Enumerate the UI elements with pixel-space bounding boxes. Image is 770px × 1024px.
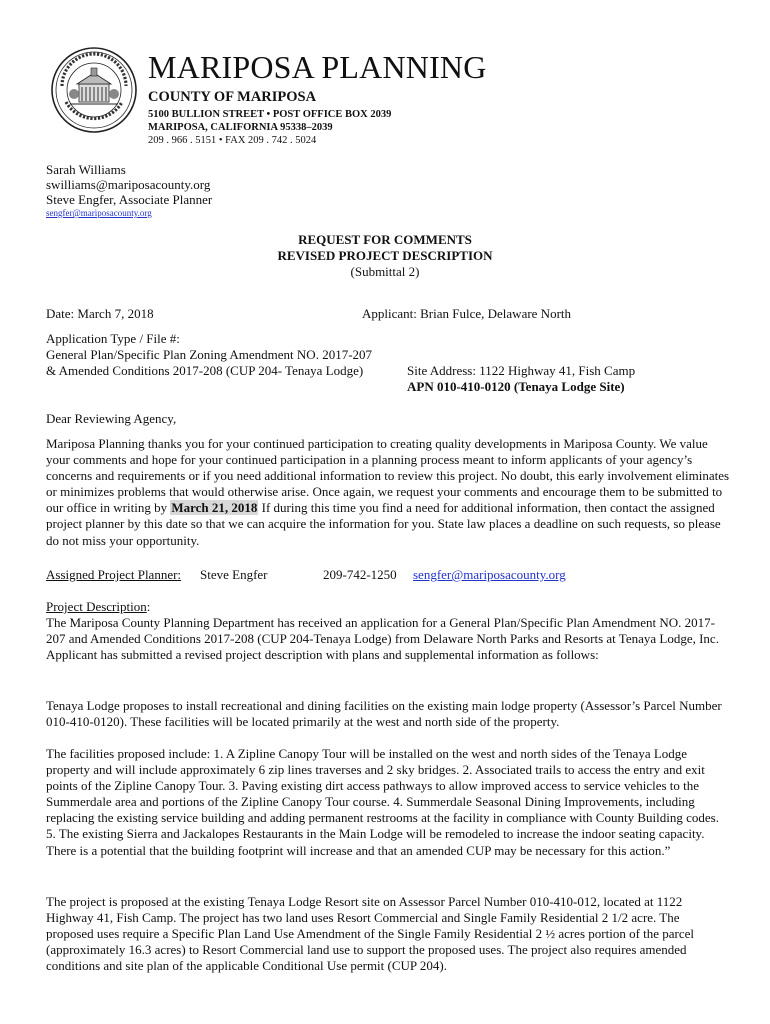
contact-name-2: Steve Engfer, Associate Planner (46, 192, 213, 207)
project-paragraph-3-text: The facilities proposed include: 1. A Zipline Canopy Tour will be installed on the west and north sides of the Tenaya Lodge property and will include approximately 6 zip lines traverses and 2 sky bridges. 2. Associated trails to access the entry and exit points of the Zipline Canopy Tour. 3. Paving existing dirt access pathways to allow improved access to service vehicles to the Summerdale area and portions of the Zipline Canopy Tour course. 4. Summerdale Seasonal Dining Improvements, including replacing the existing service building and adding permanent restrooms at the facility in compliance with County Building codes. 5. The existing Sierra and Jackalopes Restaurants in the Main Lodge will be remodeled to increase the indoor seating capacity. There is a potential that the building footprint will increase and that an amended CUP may be necessary for this action.” (46, 746, 719, 858)
organization-title: MARIPOSA PLANNING (148, 49, 487, 85)
greeting: Dear Reviewing Agency, (46, 411, 177, 426)
project-paragraph-2-text: Tenaya Lodge proposes to install recreational and dining facilities on the existing main lodge property (Assessor’s Parcel Number 010-410-0120). These facilities will be located primarily at the west and north side of the property. (46, 698, 722, 730)
planner-label: Assigned Project Planner: (46, 567, 182, 582)
planner-email-link[interactable]: sengfer@mariposacounty.org (413, 567, 566, 582)
project-paragraph-4-text: The project is proposed at the existing Tenaya Lodge Resort site on Assessor Parcel Number 010-410-012, located at 1122 Highway 41, Fish Camp. The project has two land uses Resort Commercial and Single Family Residential 2 1/2 acre. The proposed uses require a Specific Plan Land Use Amendment of the Single Family Residential 2 ½ acres portion of the parcel (approximately 16.3 acres) to Resort Commercial land use to support the proposed uses. The project also requires amended conditions and site plan of the applicable Conditional Use permit (CUP 204). (46, 894, 695, 974)
project-paragraph-1-text: The Mariposa County Planning Department has received an application for a General Plan/Specific Plan Amendment NO. 2017-207 and Amended Conditions 2017-208 (CUP 204-Tenaya Lodge) from Delaware North Parks and Resorts at Tenaya Lodge, Inc. Applicant has submitted a revised project description with plans and supplemental information as follows: (46, 615, 719, 663)
application-file-line-1: General Plan/Specific Plan Zoning Amendment NO. 2017-207 (46, 347, 373, 362)
project-paragraph-3 (46, 746, 730, 859)
county-name: COUNTY OF MARIPOSA (148, 89, 317, 105)
comment-deadline: March 21, 2018 (171, 500, 258, 516)
street-address: 5100 BULLION STREET • POST OFFICE BOX 2039 (148, 109, 392, 120)
applicant-line: Applicant: Brian Fulce, Delaware North (362, 306, 572, 321)
project-paragraph-1 (46, 615, 730, 663)
intro-paragraph (46, 436, 730, 549)
planner-phone: 209-742-1250 (323, 567, 397, 582)
project-paragraph-2 (46, 698, 730, 730)
city-address: MARIPOSA, CALIFORNIA 95338–2039 (148, 122, 333, 133)
application-file-line-2: & Amended Conditions 2017-208 (CUP 204- Tenaya Lodge) (46, 363, 364, 378)
county-seal-logo (50, 46, 138, 134)
heading-revised: REVISED PROJECT DESCRIPTION (277, 248, 493, 263)
project-description-heading (46, 599, 150, 615)
intro-text-b: If during this time you find a need for additional information, then contact the assigned project planner by this date so that we can acquire the information for you. State law places a deadline on such requests, so please do not miss your opportunity. (46, 500, 721, 548)
phone-fax: 209 . 966 . 5151 • FAX 209 . 742 . 5024 (148, 135, 317, 146)
project-paragraph-4 (46, 894, 730, 974)
intro-text-a: Mariposa Planning thanks you for your continued participation to creating quality developments in Mariposa County. We value your comments and hope for your continued participation in a planning process meant to inform applicants of your agency’s concerns and requirements or if you need additional information to review this project. No doubt, this early involvement eliminates or minimizes problems that would otherwise arise. Once again, we request your comments and encourage them to be submitted to our office in writing by (46, 436, 730, 516)
contact-email-link-2[interactable]: sengfer@mariposacounty.org (46, 208, 152, 218)
application-type-label: Application Type / File #: (46, 331, 180, 346)
planner-name: Steve Engfer (200, 567, 268, 582)
heading-submittal: (Submittal 2) (350, 264, 420, 279)
project-description-label: Project Description (46, 599, 147, 614)
project-description-colon: : (146, 599, 151, 614)
date-line: Date: March 7, 2018 (46, 306, 154, 321)
apn-number: APN 010-410-0120 (Tenaya Lodge Site) (407, 379, 625, 394)
contact-email-1: swilliams@mariposacounty.org (46, 177, 211, 192)
heading-request: REQUEST FOR COMMENTS (298, 232, 472, 247)
contact-name-1: Sarah Williams (46, 162, 126, 177)
site-address: Site Address: 1122 Highway 41, Fish Camp (407, 363, 636, 378)
